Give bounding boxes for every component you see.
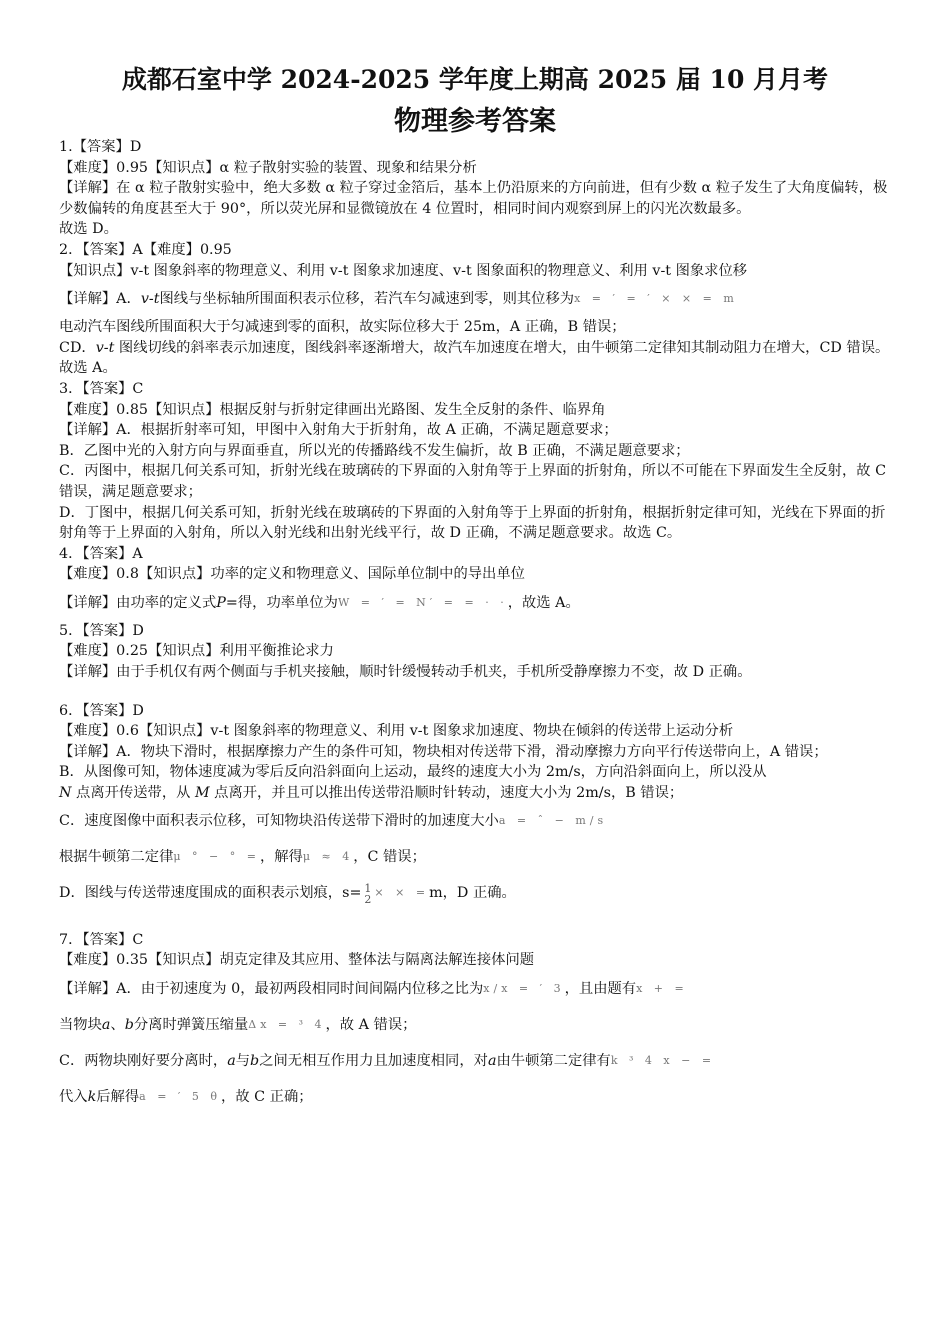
q7-detail-c1: [59, 1043, 894, 1079]
q7-a2-text: 分离时弹簧压缩量: [133, 1016, 249, 1033]
q2-detail-a-pre: 【详解】A．: [59, 290, 141, 307]
q6-d-end: m，D 正确。: [429, 885, 516, 902]
q6-c2-mid: ，解得: [259, 849, 303, 866]
q4-detail-mid: =得，功率单位为: [225, 594, 338, 611]
q7-a2-mid: 、: [110, 1016, 125, 1033]
q2-answer: 2．【答案】A【难度】0.95: [59, 241, 232, 258]
q7-a2-pre: 当物块: [59, 1016, 102, 1033]
q7-c2-mid: 后解得: [96, 1088, 140, 1105]
q6-detail-b2: [59, 783, 894, 804]
q6-detail-c1: [59, 804, 894, 840]
q1-answer: 1.【答案】D: [59, 139, 142, 155]
q7-c1-t2: 之间无相互作用力且加速度相同，对: [259, 1052, 488, 1069]
answer-body: [59, 137, 894, 1115]
q6-detail-b1: B．从图像可知，物体速度减为零后反向沿斜面向上运动，最终的速度大小为 2m/s，方向沿斜面向上，所以没从: [59, 764, 767, 781]
q2-displacement-formula: x = ′ = ′ × × = m: [574, 291, 738, 305]
q6-b2-a: 点离开传送带，从: [71, 785, 195, 802]
q4-difficulty: 【难度】0.8【知识点】功率的定义和物理意义、国际单位制中的导出单位: [59, 566, 525, 583]
q1-detail: 【详解】在 α 粒子散射实验中，绝大多数 α 粒子穿过金箔后，基本上仍沿原来的方向前进，但有少数 α 粒子发生了大角度偏转，极少数偏转的角度甚至大于 90°，所以荧光屏和显微镜放在 4 位置时，相同时间内观察到屏上的闪光次数最多。: [59, 180, 888, 217]
q4-p-symbol: P: [216, 594, 226, 611]
q3-detail-d: D．丁图中，根据几何关系可知，折射光线在玻璃砖的下界面的入射角等于上界面的折射角，根据折射定律可知，光线在下界面的折射角等于上界面的入射角，所以入射光线和出射光线平行，故 D 正确，不满足题意要求。故选 C。: [59, 504, 886, 542]
q3-detail-a: 【详解】A．根据折射率可知，甲图中入射角大于折射角，故 A 正确，不满足题意要求；: [59, 422, 618, 439]
q2-detail-a-text: 图线与坐标轴所围面积表示位移，若汽车匀减速到零，则其位移为: [159, 290, 575, 307]
q2-cd-text: 图线切线的斜率表示加速度，图线斜率逐渐增大，故汽车加速度在增大，由牛顿第二定律知其制动阻力在增大，CD 错误。故选 A。: [59, 339, 890, 377]
q5-detail: 【详解】由于手机仅有两个侧面与手机夹接触，顺时针缓慢转动手机夹，手机所受静摩擦力不变，故 D 正确。: [59, 664, 752, 681]
q7-c1-a2: a: [487, 1052, 497, 1069]
q6-mu-formula: μ ≈ 4: [302, 850, 354, 864]
q1-conclusion: 故选 D。: [59, 221, 118, 238]
q6-area-formula: × × =: [374, 886, 430, 900]
q7-c1-a: a: [227, 1052, 236, 1069]
q7-difficulty: 【难度】0.35【知识点】胡克定律及其应用、整体法与隔离法解连接体问题: [59, 952, 535, 969]
q7-c2-end: ，故 C 正确；: [221, 1088, 313, 1105]
q2-detail-a-cont: 电动汽车图线所围面积大于匀减速到零的面积，故实际位移大于 25m，A 正确，B 错误；: [59, 319, 626, 336]
q4-detail: [59, 585, 894, 621]
q7-detail-a1: [59, 971, 894, 1007]
q2-knowledge: 【知识点】v-t 图象斜率的物理意义、利用 v-t 图象求加速度、v-t 图象面积的物理意义、利用 v-t 图象求位移: [59, 262, 748, 279]
q6-difficulty: 【难度】0.6【知识点】v-t 图象斜率的物理意义、利用 v-t 图象求加速度、物块在倾斜的传送带上运动分析: [59, 723, 734, 740]
q6-n-point: N: [59, 785, 72, 802]
q4-detail-pre: 【详解】由功率的定义式: [59, 594, 217, 611]
q7-c2-pre: 代入: [59, 1088, 88, 1105]
q6-m-point: M: [194, 785, 210, 802]
q4-detail-end: ，故选 A。: [507, 594, 580, 611]
q7-detail-c2: [59, 1079, 894, 1115]
q7-ratio-formula: x/x = ′ 3: [483, 981, 565, 995]
q6-frac-den: 2: [364, 892, 372, 906]
q7-c1-t3: 由牛顿第二定律有: [496, 1052, 611, 1069]
q6-b2-b: 点离开，并且可以推出传送带沿顺时针转动，速度大小为 2m/s，B 错误；: [209, 785, 684, 802]
q3-detail-b: B．乙图中光的入射方向与界面垂直，所以光的传播路线不发生偏折，故 B 正确，不满足题意要求；: [59, 442, 690, 459]
q6-detail-d: [59, 876, 894, 912]
q6-half-fraction: [364, 883, 371, 905]
q2-cd-pre: CD．: [59, 339, 96, 356]
q7-answer: 7．【答案】C: [59, 931, 144, 948]
q6-answer: 6．【答案】D: [59, 702, 144, 719]
answer-key-title: 物理参考答案: [394, 106, 556, 137]
q2-vt-label: v-t: [140, 290, 160, 307]
q6-detail-c2: [59, 840, 894, 876]
q7-k-symbol: k: [87, 1088, 97, 1105]
q7-detail-a2: [59, 1007, 894, 1043]
q7-a2-end: ，故 A 错误；: [325, 1016, 417, 1033]
q6-detail-a: 【详解】A．物块下滑时，根据摩擦力产生的条件可知，物块相对传送带下滑，滑动摩擦力方向平行传送带向上，A 错误；: [59, 743, 828, 760]
q7-newton-formula: k ³ 4 x − =: [610, 1053, 716, 1067]
q7-compression-formula: Δx = ³ 4: [248, 1017, 326, 1031]
spacer: [59, 683, 894, 701]
q7-c1-pre: C．两物块刚好要分离时，: [59, 1052, 228, 1069]
q2-detail-a: [59, 281, 894, 317]
q7-block-a: a: [101, 1016, 111, 1033]
q7-block-b: b: [124, 1016, 134, 1033]
q7-sum-formula: x + =: [636, 981, 688, 995]
q5-difficulty: 【难度】0.25【知识点】利用平衡推论求力: [59, 643, 334, 660]
q3-difficulty: 【难度】0.85【知识点】根据反射与折射定律画出光路图、发生全反射的条件、临界角: [59, 401, 606, 418]
q6-newton-formula: μ ° − ° =: [173, 850, 260, 864]
q6-c1-text: C．速度图像中面积表示位移，可知物块沿传送带下滑时的加速度大小: [59, 813, 499, 830]
q2-detail-cd: [59, 338, 894, 379]
q3-answer: 3．【答案】C: [59, 380, 144, 397]
q6-d-pre: D．图线与传送带速度围成的面积表示划痕，s=: [59, 885, 362, 902]
q7-c1-t1: 与: [235, 1052, 251, 1069]
q6-acceleration-formula: a = ˆ − m/s: [498, 814, 608, 828]
q6-c2-end: ，C 错误；: [353, 849, 426, 866]
q1-difficulty: 【难度】0.95【知识点】α 粒子散射实验的装置、现象和结果分析: [59, 159, 477, 176]
spacer: [59, 912, 894, 930]
q6-c2-pre: 根据牛顿第二定律: [59, 849, 174, 866]
q7-a1-text: 【详解】A．由于初速度为 0，最初两段相同时间间隔内位移之比为: [59, 980, 484, 997]
q3-detail-c: C．丙图中，根据几何关系可知，折射光线在玻璃砖的下界面的入射角等于上界面的折射角，所以不可能在下界面发生全反射，故 C 错误，满足题意要求；: [59, 463, 887, 500]
q2-cd-vt-label: v-t: [95, 339, 115, 356]
exam-title: 成都石室中学 2024-2025 学年度上期高 2025 届 10 月月考: [121, 65, 829, 94]
q7-a1-mid: ，且由题有: [564, 980, 637, 997]
q4-answer: 4．【答案】A: [59, 545, 143, 562]
q5-answer: 5．【答案】D: [59, 622, 144, 639]
q6-frac-num: 1: [364, 881, 372, 895]
q7-accel-formula: a = ′ 5 θ: [139, 1089, 222, 1103]
q4-unit-formula: W = ′ = N′ = = · ·: [337, 595, 508, 609]
q7-c1-b: b: [250, 1052, 260, 1069]
